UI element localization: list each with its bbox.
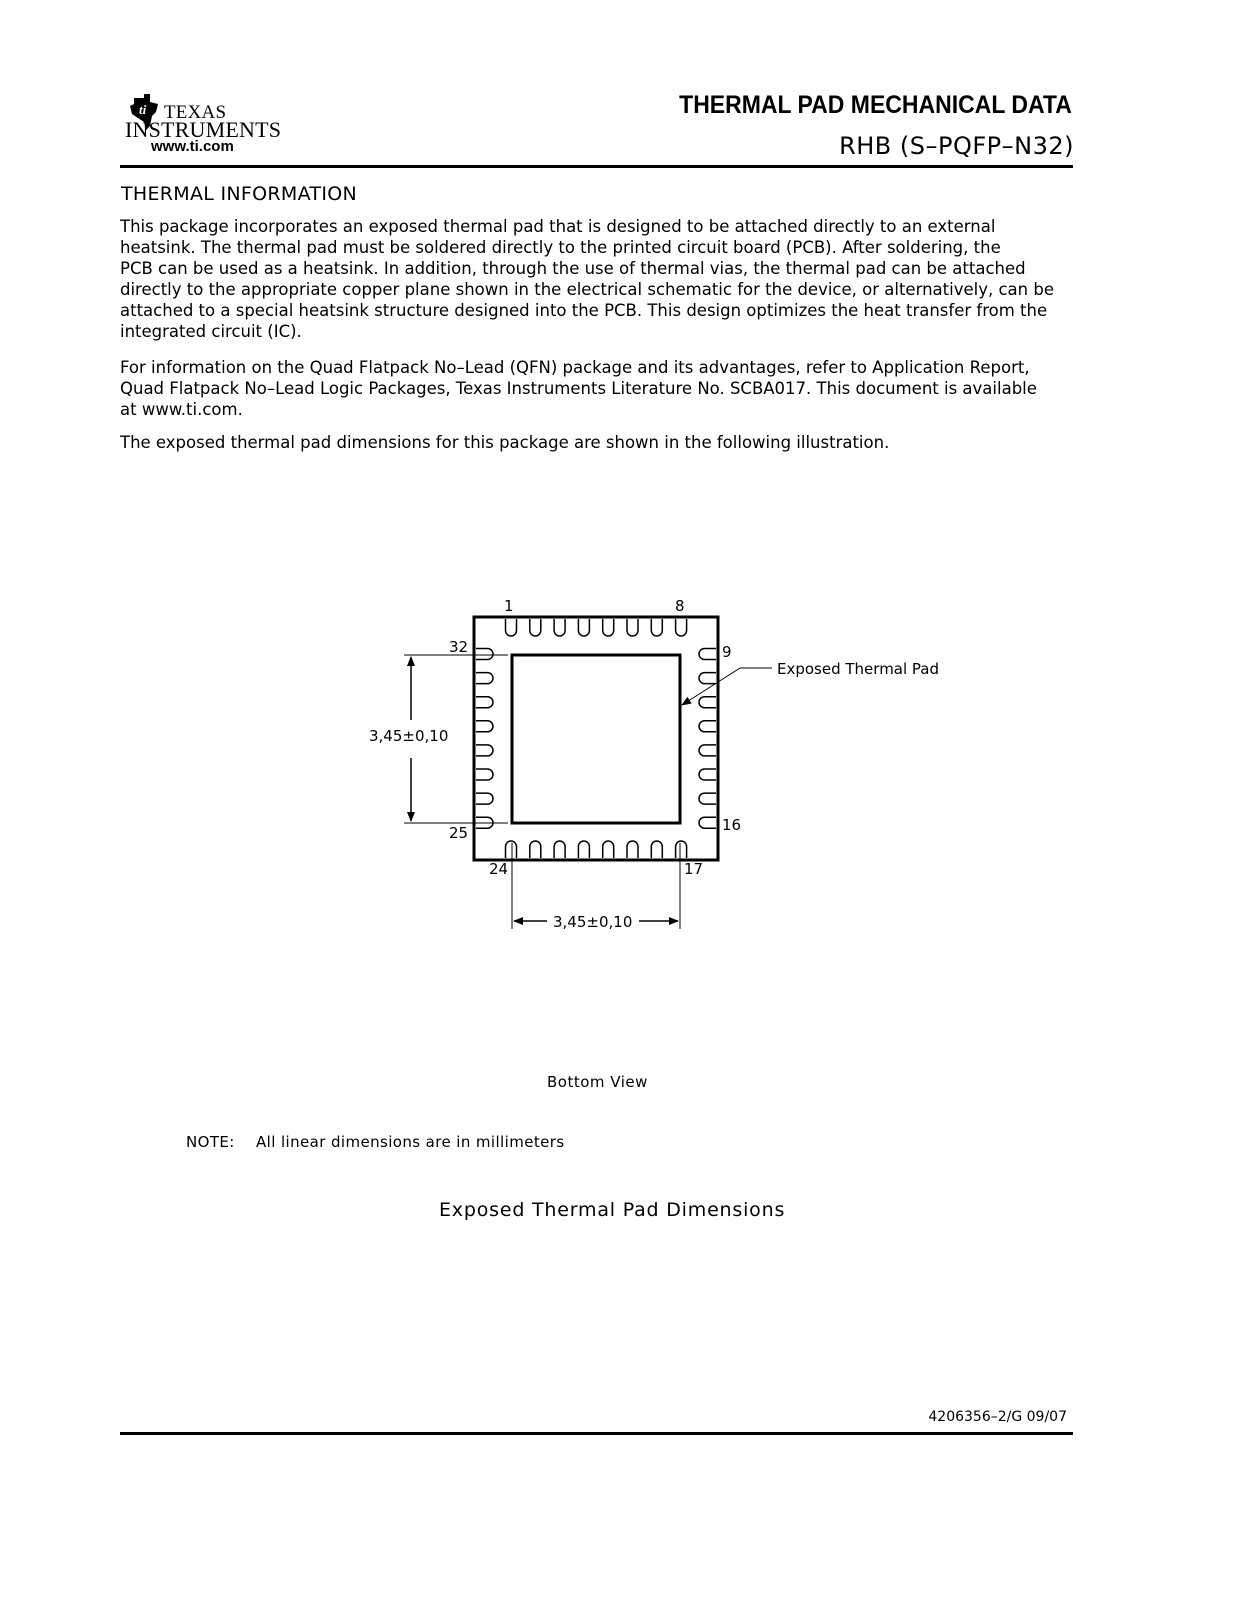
- pin-top: [676, 619, 687, 636]
- pin-top: [651, 619, 662, 636]
- pins-top: [506, 619, 687, 636]
- pin-right: [699, 697, 716, 708]
- pins-right: [699, 649, 716, 829]
- pin-right: [699, 769, 716, 780]
- view-caption: Bottom View: [547, 1073, 648, 1091]
- paragraph-thermal-pad: [120, 216, 1080, 342]
- pin-right: [699, 673, 716, 684]
- pin-label-17: 17: [684, 860, 704, 878]
- pin-left: [476, 793, 493, 804]
- pin-bottom: [506, 841, 517, 858]
- paragraph-illustration-intro: [120, 432, 1080, 453]
- paragraph-line: The exposed thermal pad dimensions for this package are shown in the following illustration.: [120, 433, 890, 452]
- paragraph-qfn-info: [120, 357, 1080, 420]
- callout-label: Exposed Thermal Pad: [777, 660, 940, 678]
- pin-label-9: 9: [722, 643, 732, 661]
- pin-bottom: [603, 841, 614, 858]
- pin-top: [627, 619, 638, 636]
- pin-top: [554, 619, 565, 636]
- header-divider: [120, 165, 1073, 168]
- pin-bottom: [578, 841, 589, 858]
- pin-label-32: 32: [449, 638, 469, 656]
- pin-right: [699, 817, 716, 828]
- pin-top: [530, 619, 541, 636]
- paragraph-line: This package incorporates an exposed thermal pad that is designed to be attached directly to an external: [120, 217, 996, 236]
- pin-left: [476, 769, 493, 780]
- section-heading: THERMAL INFORMATION: [121, 183, 358, 205]
- pin-right: [699, 649, 716, 660]
- pin-left: [476, 745, 493, 756]
- dimension-note: [186, 1133, 565, 1151]
- paragraph-line: Quad Flatpack No–Lead Logic Packages, Texas Instruments Literature No. SCBA017. This document is available: [120, 379, 1037, 398]
- paragraph-line: heatsink. The thermal pad must be soldered directly to the printed circuit board (PCB). After soldering, the: [120, 238, 1001, 257]
- pin-top: [603, 619, 614, 636]
- paragraph-line: For information on the Quad Flatpack No–Lead (QFN) package and its advantages, refer to Application Report,: [120, 358, 1030, 377]
- dim-horizontal-label: 3,45±0,10: [553, 913, 633, 931]
- document-title: THERMAL PAD MECHANICAL DATA: [679, 91, 1072, 119]
- footer-divider: [120, 1432, 1073, 1435]
- callout-arrow: [682, 668, 740, 705]
- pin-label-24: 24: [489, 860, 509, 878]
- paragraph-line: attached to a special heatsink structure designed into the PCB. This design optimizes the heat transfer from the: [120, 301, 1048, 320]
- pin-label-16: 16: [722, 816, 742, 834]
- paragraph-line: directly to the appropriate copper plane shown in the electrical schematic for the device, or alternatively, can be: [120, 280, 1054, 299]
- pin-bottom: [554, 841, 565, 858]
- note-text: All linear dimensions are in millimeters: [256, 1133, 565, 1151]
- paragraph-line: PCB can be used as a heatsink. In addition, through the use of thermal vias, the thermal pad can be attached: [120, 259, 1026, 278]
- pins-left: [476, 649, 493, 829]
- figure-title: Exposed Thermal Pad Dimensions: [439, 1199, 786, 1221]
- paragraph-line: integrated circuit (IC).: [120, 322, 302, 341]
- pin-left: [476, 649, 493, 660]
- pin-label-8: 8: [675, 597, 685, 615]
- pin-left: [476, 673, 493, 684]
- pin-top: [578, 619, 589, 636]
- dim-vertical-label: 3,45±0,10: [369, 727, 449, 745]
- logo-line1: TEXAS: [164, 102, 227, 123]
- pins-bottom: [506, 841, 687, 858]
- pin-left: [476, 697, 493, 708]
- pin-bottom: [651, 841, 662, 858]
- svg-text:ti: ti: [139, 102, 147, 117]
- note-label: NOTE:: [186, 1133, 235, 1151]
- package-designator: RHB (S–PQFP–N32): [839, 132, 1074, 160]
- pin-label-25: 25: [449, 824, 469, 842]
- pin-top: [506, 619, 517, 636]
- pin-label-1: 1: [504, 597, 514, 615]
- pin-right: [699, 793, 716, 804]
- package-outline: [474, 617, 718, 860]
- logo-line2: INSTRUMENTS: [125, 117, 282, 142]
- logo-url[interactable]: www.ti.com: [151, 138, 234, 155]
- exposed-thermal-pad: [512, 655, 680, 823]
- ti-logo: [124, 90, 282, 160]
- pin-right: [699, 745, 716, 756]
- pin-left: [476, 817, 493, 828]
- pin-bottom: [627, 841, 638, 858]
- document-number: 4206356–2/G 09/07: [928, 1409, 1067, 1425]
- pin-bottom: [676, 841, 687, 858]
- pin-left: [476, 721, 493, 732]
- pin-bottom: [530, 841, 541, 858]
- pin-right: [699, 721, 716, 732]
- paragraph-line: at www.ti.com.: [120, 400, 243, 419]
